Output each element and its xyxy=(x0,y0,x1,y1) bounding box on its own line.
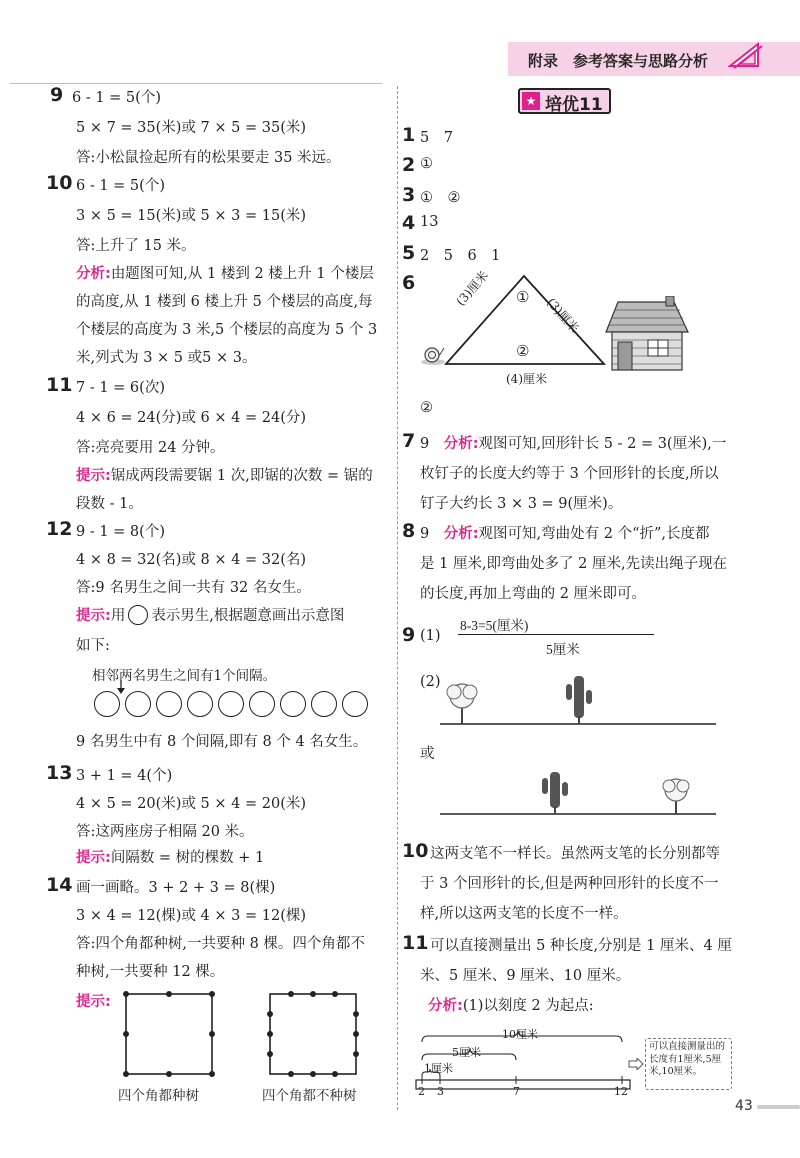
r-q6-answer: ② xyxy=(420,400,433,416)
q12-hint-line2: 如下: xyxy=(76,638,110,654)
q12-line1: 9 - 1 = 8(个) xyxy=(76,524,165,540)
boy-circle xyxy=(280,691,306,717)
circle-symbol xyxy=(128,605,148,625)
q11-line1: 7 - 1 = 6(次) xyxy=(76,380,165,396)
r-q4-answer: 13 xyxy=(420,214,439,230)
r-q8-number: 8 xyxy=(402,520,416,542)
hint-label: 提示: xyxy=(76,608,111,624)
square-corners-empty-diagram xyxy=(264,990,364,1080)
analysis-text: 由题图可知,从 1 楼到 2 楼上升 1 个楼层 xyxy=(110,266,374,282)
triangle-bottom-label: (4)厘米 xyxy=(506,372,547,386)
analysis-label: 分析: xyxy=(443,436,479,452)
hint-text: 锯成两段需要锯 1 次,即锯的次数 = 锯的 xyxy=(110,468,373,484)
q9-number: 9 xyxy=(50,84,64,106)
analysis-text: (1)以刻度 2 为起点: xyxy=(462,998,594,1014)
q12-hint-line3: 9 名男生中有 8 个间隔,即有 8 个 4 名女生。 xyxy=(76,734,368,750)
r-q9-part2: (2) xyxy=(420,674,441,690)
r-q10-line2: 于 3 个回形针的长,但是两种回形针的长度不一 xyxy=(420,876,719,892)
r-q9-or: 或 xyxy=(420,746,435,762)
hint-text: 间隔数 = 树的棵数 + 1 xyxy=(110,850,265,866)
triangle-left-side-label: (3)厘米 xyxy=(453,268,491,309)
analysis-label: 分析: xyxy=(76,266,111,282)
diagram-caption-no-corners: 四个角都不种树 xyxy=(262,1088,357,1104)
q11-hint-line1 xyxy=(76,464,373,485)
note-callout: 可以直接测量出的长度有1厘米,5厘米,10厘米。 xyxy=(645,1038,732,1090)
q13-line2: 4 × 5 = 20(米)或 5 × 4 = 20(米) xyxy=(76,796,307,812)
boy-circle xyxy=(156,691,182,717)
triangle-mark-top: ① xyxy=(516,288,530,306)
q11-number: 11 xyxy=(46,374,73,396)
cabin-icon xyxy=(604,296,694,376)
brace-label-1cm: 1厘米 xyxy=(424,1062,453,1075)
r-q5-number: 5 xyxy=(402,242,416,264)
r-q1-number: 1 xyxy=(402,124,416,146)
r-q4-number: 4 xyxy=(402,212,416,234)
r-q11-line2: 米、5 厘米、9 厘米、10 厘米。 xyxy=(420,968,631,984)
r-q3-answer: ① ② xyxy=(420,190,461,206)
q13-hint-line1 xyxy=(76,846,264,867)
q11-line2: 4 × 6 = 24(分)或 6 × 4 = 24(分) xyxy=(76,410,307,426)
r-q8-line1 xyxy=(420,522,710,543)
square-corners-planted-diagram xyxy=(120,990,220,1080)
arrow-down-icon xyxy=(116,680,126,694)
brace-label-10cm: 10厘米 xyxy=(502,1028,538,1041)
q13-answer: 答:这两座房子相隔 20 米。 xyxy=(76,824,254,840)
boy-circle xyxy=(187,691,213,717)
q11-answer: 答:亮亮要用 24 分钟。 xyxy=(76,440,225,456)
r-q9-calc: 8-3=5(厘米) xyxy=(460,618,529,633)
r-q10-line3: 样,所以这两支笔的长度不一样。 xyxy=(420,906,628,922)
hint-label: 提示: xyxy=(76,850,111,866)
r-q9-length: 5厘米 xyxy=(546,642,580,657)
section-title: 培优11 xyxy=(545,95,603,115)
r-q10-number: 10 xyxy=(402,840,429,862)
r-q7-number: 7 xyxy=(402,430,416,452)
r-q8-line2: 是 1 厘米,即弯曲处多了 2 厘米,先读出绳子现在 xyxy=(420,556,728,572)
q12-answer: 答:9 名男生之间一共有 32 名女生。 xyxy=(76,580,311,596)
q9-answer: 答:小松鼠捡起所有的松果要走 35 米远。 xyxy=(76,150,341,166)
r-q2-number: 2 xyxy=(402,154,416,176)
r-q6-number: 6 xyxy=(402,272,416,294)
brace-label-5cm: 5厘米 xyxy=(452,1046,481,1059)
q10-answer: 答:上升了 15 米。 xyxy=(76,238,196,254)
analysis-text: 观图可知,弯曲处有 2 个“折”,长度都 xyxy=(478,526,710,542)
hint-text: 表示男生,根据题意画出示意图 xyxy=(151,608,345,624)
r-q7-answer: 9 xyxy=(420,436,430,452)
header-rule xyxy=(10,83,382,84)
r-q11-number: 11 xyxy=(402,932,429,954)
q12-line2: 4 × 8 = 32(名)或 8 × 4 = 32(名) xyxy=(76,552,307,568)
q10-analysis-line1 xyxy=(76,262,374,283)
q12-diagram-caption: 相邻两名男生之间有1个间隔。 xyxy=(92,668,277,684)
r-q7-line3: 钉子大约长 3 × 3 = 9(厘米)。 xyxy=(420,496,623,512)
q14-line2: 3 × 4 = 12(棵)或 4 × 3 = 12(棵) xyxy=(76,908,307,924)
q10-analysis-line3: 个楼层的高度为 3 米,5 个楼层的高度为 5 个 3 xyxy=(76,322,378,338)
tick-12: 12 xyxy=(614,1085,628,1098)
q14-number: 14 xyxy=(46,874,73,896)
r-q11-analysis xyxy=(428,994,594,1015)
r-q10-line1: 这两支笔不一样长。虽然两支笔的长分别都等 xyxy=(430,846,720,862)
r-q7-line2: 枚钉子的长度大约等于 3 个回形针的长度,所以 xyxy=(420,466,719,482)
header-title: 附录 参考答案与思路分析 xyxy=(528,52,709,70)
tree-cactus-diagram-1 xyxy=(440,672,720,728)
q9-line2: 5 × 7 = 35(米)或 7 × 5 = 35(米) xyxy=(76,120,307,136)
r-q5-answer: 2 5 6 1 xyxy=(420,248,501,264)
page-number: 43 xyxy=(735,1098,753,1114)
hint-text: 用 xyxy=(110,608,126,624)
q13-number: 13 xyxy=(46,762,73,784)
analysis-label: 分析: xyxy=(443,526,479,542)
q12-hint-line1 xyxy=(76,604,344,625)
r-q3-number: 3 xyxy=(402,184,416,206)
boy-circle xyxy=(249,691,275,717)
q10-number: 10 xyxy=(46,172,73,194)
q11-hint-line2: 段数 - 1。 xyxy=(76,496,143,512)
ruler-triangle-icon xyxy=(728,40,764,70)
boy-circle xyxy=(218,691,244,717)
analysis-text: 观图可知,回形针长 5 - 2 = 3(厘米),一 xyxy=(478,436,727,452)
q10-analysis-line4: 米,列式为 3 × 5 或5 × 3。 xyxy=(76,350,257,366)
q13-line1: 3 + 1 = 4(个) xyxy=(76,768,173,784)
hint-label: 提示: xyxy=(76,994,111,1010)
arrow-right-icon xyxy=(628,1058,644,1070)
r-q11-line1: 可以直接测量出 5 种长度,分别是 1 厘米、4 厘 xyxy=(430,938,732,954)
q10-line2: 3 × 5 = 15(米)或 5 × 3 = 15(米) xyxy=(76,208,307,224)
r-q9-line xyxy=(458,634,654,635)
column-divider xyxy=(397,86,398,1110)
r-q9-part1: (1) xyxy=(420,628,441,644)
q10-line1: 6 - 1 = 5(个) xyxy=(76,178,165,194)
tick-3: 3 xyxy=(437,1085,444,1098)
page-bar xyxy=(757,1105,800,1109)
tick-7: 7 xyxy=(513,1085,520,1098)
tree-cactus-diagram-2 xyxy=(440,768,720,818)
boy-circle xyxy=(125,691,151,717)
tick-2: 2 xyxy=(418,1085,425,1098)
diagram-caption-corners: 四个角都种树 xyxy=(118,1088,199,1104)
r-q2-answer: ① xyxy=(420,156,433,172)
r-q8-line3: 的长度,再加上弯曲的 2 厘米即可。 xyxy=(420,586,647,602)
r-q9-number: 9 xyxy=(402,624,416,646)
boy-circle xyxy=(94,691,120,717)
hint-label: 提示: xyxy=(76,468,111,484)
q10-analysis-line2: 的高度,从 1 楼到 6 楼上升 5 个楼层的高度,每 xyxy=(76,294,373,310)
snail-icon xyxy=(420,344,446,366)
r-q1-answer: 5 7 xyxy=(420,130,453,146)
q12-number: 12 xyxy=(46,518,73,540)
analysis-label: 分析: xyxy=(428,998,463,1014)
r-q7-line1 xyxy=(420,432,726,453)
star-icon: ★ xyxy=(522,92,540,110)
r-q8-answer: 9 xyxy=(420,526,430,542)
triangle-mark-bottom: ② xyxy=(516,342,530,360)
q14-line1: 画一画略。3 + 2 + 3 = 8(棵) xyxy=(76,880,276,896)
triangle-right-side-label: (3)厘米 xyxy=(543,295,582,336)
q14-answer-line1: 答:四个角都种树,一共要种 8 棵。四个角都不 xyxy=(76,936,365,952)
boy-circle xyxy=(342,691,368,717)
boy-circle xyxy=(311,691,337,717)
q9-line1: 6 - 1 = 5(个) xyxy=(72,90,161,106)
q14-answer-line2: 种树,一共要种 12 棵。 xyxy=(76,964,225,980)
